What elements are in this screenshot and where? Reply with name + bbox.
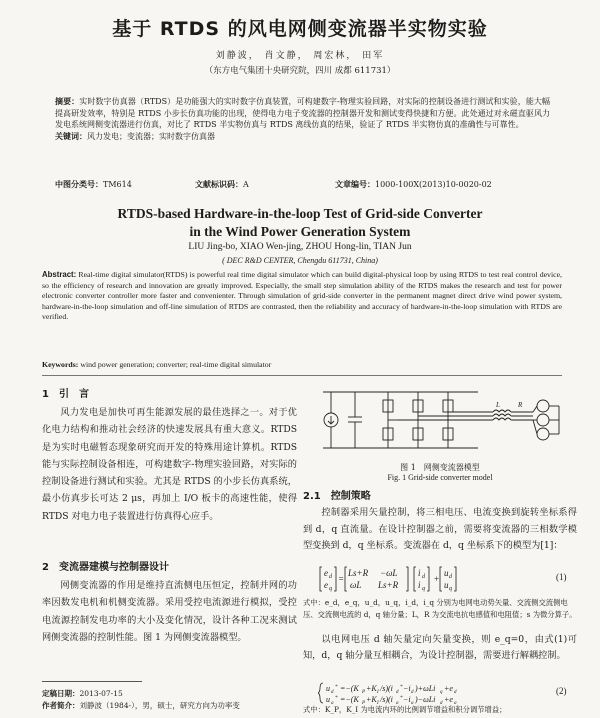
received-date: 定稿日期：2013-07-15 <box>42 689 123 698</box>
svg-text:d: d <box>422 574 425 580</box>
article-number: 文章编号：1000-100X(2013)10-0020-02 <box>335 179 492 189</box>
svg-text:q: q <box>329 586 332 592</box>
svg-text:+e: +e <box>444 684 453 693</box>
svg-text:ωL: ωL <box>350 580 362 590</box>
section-2-body <box>42 577 297 646</box>
svg-text:*: * <box>400 696 403 701</box>
svg-text:R: R <box>518 401 523 409</box>
svg-text:d: d <box>449 574 452 580</box>
svg-text:L: L <box>496 401 500 409</box>
svg-text:d: d <box>454 690 457 695</box>
svg-text:/s)(i: /s)(i <box>380 684 393 693</box>
svg-text:d: d <box>411 690 414 695</box>
divider <box>42 375 562 376</box>
svg-text:u: u <box>326 684 330 693</box>
svg-text:P: P <box>362 701 366 704</box>
equation-1 <box>318 566 578 592</box>
svg-text:q: q <box>454 701 457 704</box>
svg-text:q: q <box>331 701 334 704</box>
affiliation-en: ( DEC R&D CENTER, Chengdu 611731, China) <box>222 256 378 265</box>
svg-text:P: P <box>362 690 366 695</box>
section-2-heading: 2 变流器建模与控制器设计 <box>42 562 169 573</box>
page-title: 基于 RTDS 的风电网侧变流器半实物实验 <box>112 18 488 40</box>
converter-circuit-diagram <box>303 380 577 460</box>
section-2-1-paragraph-2-block <box>303 632 577 664</box>
title-en <box>0 205 600 241</box>
svg-text:d: d <box>329 574 332 580</box>
svg-text:q: q <box>396 701 399 704</box>
affiliation-cn: （东方电气集团十央研究院，四川 成都 611731） <box>204 66 396 76</box>
abstract-cn-label: 摘要： <box>55 97 80 106</box>
abstract-en-text: Real-time digital simulator(RTDS) is powerful real time digital simulator which can build digital-physical loop by using RTDS to test real control device, so the efficiency of research and innovation are greatly improved. Especially, the small step simulation ability of the RTDS makes the research and test for power electronic converter controller more faster and convenienter. Through simulation of grid-side converter in the permanent magnet direct drive wind power system, hardware-in-the-loop simulation and off-line simulation of RTDS are contrasted, then the reliability and accuracy of hardware-in-the-loop simulation with RTDS are verified. <box>42 270 562 322</box>
svg-text:=: = <box>338 574 345 584</box>
svg-text:d: d <box>396 690 399 695</box>
title-en-line1: RTDS-based Hardware-in-the-loop Test of Grid-side Converter <box>117 206 483 221</box>
svg-text:*: * <box>335 685 338 690</box>
svg-text:q: q <box>422 586 425 592</box>
svg-text:)+ωLi: )+ωLi <box>415 684 436 693</box>
equation-1-number: (1) <box>556 572 567 582</box>
svg-text:=−(K: =−(K <box>340 684 359 693</box>
figure-1-caption-cn: 图 1 网侧变流器模型 <box>400 463 480 472</box>
svg-text:d: d <box>331 690 334 695</box>
svg-text:+K: +K <box>366 684 377 693</box>
figure-1-caption-en: Fig. 1 Grid-side converter model <box>387 473 493 482</box>
svg-text:=−(K: =−(K <box>340 695 359 704</box>
keywords-en-text: wind power generation; converter; real-time digital simulator <box>80 360 272 369</box>
author-bio: 作者简介：刘静波（1984-），男，硕士，研究方向为功率变 <box>42 701 240 710</box>
svg-text:+K: +K <box>366 695 377 704</box>
keywords-en <box>42 360 562 369</box>
section-2-paragraph: 网侧变流器的作用是维持直流侧电压恒定，控制并网的功率因数发电机和机侧变流器。采用受控电流源进行模拟，受控电流源控制发电功率的大小及变化情况，设计各种工况来测试网侧变流器的控制性能。图 1 为网侧变流器模型。 <box>42 580 297 643</box>
svg-text:e: e <box>324 568 328 578</box>
svg-text:d: d <box>440 701 443 704</box>
svg-text:i: i <box>418 580 421 590</box>
svg-text:I: I <box>377 701 379 704</box>
keywords-cn-label: 关键词： <box>55 131 87 141</box>
svg-text:*: * <box>400 685 403 690</box>
keywords-en-label: Keywords: <box>42 360 79 369</box>
svg-text:q: q <box>411 701 414 704</box>
keywords-cn-text: 风力发电；变流器；实时数字仿真器 <box>87 131 215 141</box>
svg-text:u: u <box>326 695 330 704</box>
svg-text:I: I <box>377 690 379 695</box>
svg-text:)−ωLi: )−ωLi <box>415 695 436 704</box>
equation-2 <box>318 682 578 704</box>
svg-text:+: + <box>434 574 440 584</box>
svg-text:−ωL: −ωL <box>380 568 398 578</box>
footnote-divider <box>42 681 142 682</box>
clc-code: 中图分类号：TM614 <box>55 179 132 189</box>
section-2-1-heading: 2.1 控制策略 <box>303 491 371 502</box>
section-2-1-paragraph-2: 以电网电压 d 轴矢量定向矢量变换，则 e_q=0，由式(1)可知，d，q 轴分量互相耦合，为设计控制器，需要进行解耦控制。 <box>303 634 577 661</box>
section-1-heading: 1 引 言 <box>42 389 89 400</box>
svg-text:−i: −i <box>403 695 411 704</box>
svg-text:+e: +e <box>444 695 453 704</box>
svg-text:−i: −i <box>403 684 411 693</box>
authors-cn: 刘静波， 肖文静， 周宏林， 田军 <box>215 51 385 61</box>
section-1-paragraph: 风力发电是加快可再生能源发展的最佳选择之一。对于优化电力结构和推动社会经济的快速发展具有重大意义。RTDS 是为实时电磁暂态现象研究而开发的特殊用途计算机。RTDS 能与实际控制设备相连，可构建数字-物理实验回路，对实际的控制设备进行测试和实验。尤其是 RTDS 的小步长仿真系统，最小仿真步长可达 2 μs，再加上 I/O 板卡的高速性能，使得 RTDS 对电力电子装置进行仿真得心应手。 <box>42 407 297 522</box>
svg-text:q: q <box>449 586 452 592</box>
svg-text:e: e <box>324 580 328 590</box>
svg-text:i: i <box>418 568 421 578</box>
abstract-en-label: Abstract: <box>42 270 77 279</box>
title-en-line2: in the Wind Power Generation System <box>189 224 411 239</box>
section-2-1-body <box>303 505 577 555</box>
svg-text:*: * <box>335 696 338 701</box>
abstract-cn-text: 实时数字仿真器（RTDS）是功能强大的实时数字仿真装置，可构建数字-物理实验回路，对实际的控制设备进行测试和实验，能大幅提高研发效率，特别是 RTDS 小步长仿真功能的出现，使得电力电子变流器的控制器开发和测试变得快捷和方便。此处通过对永磁直驱风力发电系统网侧变流器进行仿真，对比了 RTDS 半实物仿真与 RTDS 离线仿真的结果，验证了 RTDS 半实物仿真的准确性与可靠性。 <box>55 97 550 129</box>
figure-1 <box>303 380 577 460</box>
abstract-cn <box>55 96 550 142</box>
svg-text:/s)(i: /s)(i <box>380 695 393 704</box>
svg-text:q: q <box>440 690 443 695</box>
section-1-body <box>42 404 297 525</box>
svg-text:u: u <box>444 568 449 578</box>
section-2-1-paragraph-1: 控制器采用矢量控制，将三相电压、电流变换到旋转坐标系得到 d，q 直流量。在设计控制器之前，需要将变流器的三相数学模型变换到 d，q 坐标系。变流器在 d，q 坐标系下的模型为[1]： <box>303 507 577 551</box>
abstract-en <box>42 270 562 323</box>
equation-2-number: (2) <box>556 686 567 696</box>
svg-text:Ls+R: Ls+R <box>348 568 369 578</box>
equation-2-explanation: 式中：K_P，K_I 为电流内环的比例调节增益和积分调节增益； <box>303 705 507 714</box>
svg-text:Ls+R: Ls+R <box>378 580 399 590</box>
svg-text:u: u <box>444 580 449 590</box>
authors-en: LIU Jing-bo, XIAO Wen-jing, ZHOU Hong-lin, TIAN Jun <box>188 242 412 252</box>
equation-1-explanation: 式中：e_d，e_q，u_d，u_q，i_d，i_q 分别为电网电动势矢量、交流侧交流侧电压、交流侧电流的 d，q 轴分量；L，R 为交流电抗电感值和电阻值；s 为微分算子。 <box>303 598 577 619</box>
doc-code: 文献标识码：A <box>195 179 249 189</box>
